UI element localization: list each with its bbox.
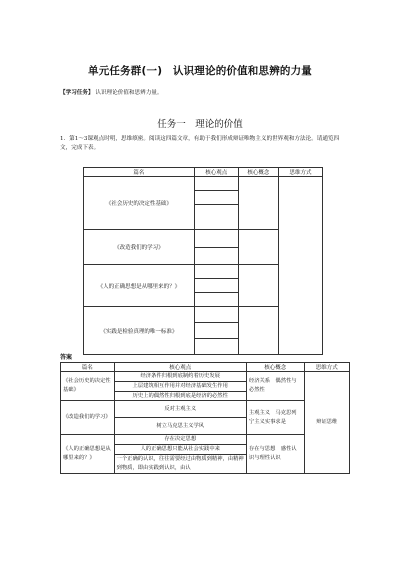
worksheet-header-row xyxy=(84,168,323,177)
answer-header-thinking-method: 思维方式 xyxy=(304,363,350,372)
core-view-blank[interactable] xyxy=(194,177,238,230)
article-title: 《实践是检验真理的唯一标准》 xyxy=(84,307,195,355)
answer-header-core-concept: 核心概念 xyxy=(246,363,304,372)
task-title: 任务一 理论的价值 xyxy=(157,119,243,130)
answer-table xyxy=(60,362,350,474)
header-core-view: 核心观点 xyxy=(194,168,238,177)
core-concept-blank[interactable] xyxy=(238,177,278,230)
core-view-blank[interactable] xyxy=(194,265,238,307)
answer-concept: 主观主义 马克思列宁主义实事求是 xyxy=(246,401,304,435)
answer-method: 辩证思维 xyxy=(304,372,350,474)
question-1: 1．第1～3课观点时明，思维缜密。阅读这四篇文章，有助于我们形成辩证唯物主义的世界观和方法论。请通览四文，完成下表。 xyxy=(60,136,340,151)
answer-point: 树立马克思主义学风 xyxy=(114,418,246,435)
header-title: 篇名 xyxy=(84,168,195,177)
answer-point: 反对主观主义 xyxy=(114,401,246,418)
header-core-concept: 核心概念 xyxy=(238,168,278,177)
core-concept-blank[interactable] xyxy=(238,307,278,355)
page-cut xyxy=(55,527,355,567)
learning-goal-label: 【学习任务】 xyxy=(60,90,94,96)
answer-point: 经济条件归根到底制约着历史发展 xyxy=(114,372,246,382)
core-concept-blank[interactable] xyxy=(238,265,278,307)
answer-point: 上层建筑相互作用并对经济基础发生作用 xyxy=(114,381,246,391)
core-view-blank[interactable] xyxy=(194,307,238,355)
learning-goal-text: 认识理论价值和思辨力量。 xyxy=(95,90,163,96)
answer-title: 《人的正确思想是从哪里来的？》 xyxy=(61,435,115,473)
answer-point: 一个正确的认识，往往需要经过由物质到精神，由精神到物质，即由实践到认识，由认 xyxy=(114,454,246,473)
answer-concept: 经济关系 偶然性与必然性 xyxy=(246,372,304,401)
answer-header-core-view: 核心观点 xyxy=(114,363,246,372)
answer-header-row xyxy=(61,363,350,372)
worksheet-row xyxy=(84,177,323,230)
core-concept-blank[interactable] xyxy=(238,230,278,265)
article-title: 《改造我们的学习》 xyxy=(84,230,195,265)
answer-header-title: 篇名 xyxy=(61,363,115,372)
header-thinking-method: 思维方式 xyxy=(278,168,322,177)
answer-title: 《改造我们的学习》 xyxy=(61,401,115,435)
learning-goal xyxy=(60,88,163,96)
answer-point: 人的正确思想只能从社会实践中来 xyxy=(114,445,246,455)
answer-row xyxy=(61,372,350,382)
unit-title: 单元任务群(一) 认识理论的价值和思辨的力量 xyxy=(88,65,312,77)
core-view-blank[interactable] xyxy=(194,230,238,265)
answer-point: 历史上的偶然性归根到底是经济的必然性 xyxy=(114,391,246,401)
article-title: 《人的正确思想是从哪里来的？》 xyxy=(84,265,195,307)
answer-label: 答案 xyxy=(60,354,73,361)
answer-concept: 存在与思想 感性认识与理性认识 xyxy=(246,435,304,473)
thinking-method-blank[interactable] xyxy=(278,177,322,355)
article-title: 《社会历史的决定性基础》 xyxy=(84,177,195,230)
answer-title: 《社会历史的决定性基础》 xyxy=(61,372,115,401)
answer-point: 存在决定思想 xyxy=(114,435,246,445)
worksheet-table xyxy=(83,167,323,355)
